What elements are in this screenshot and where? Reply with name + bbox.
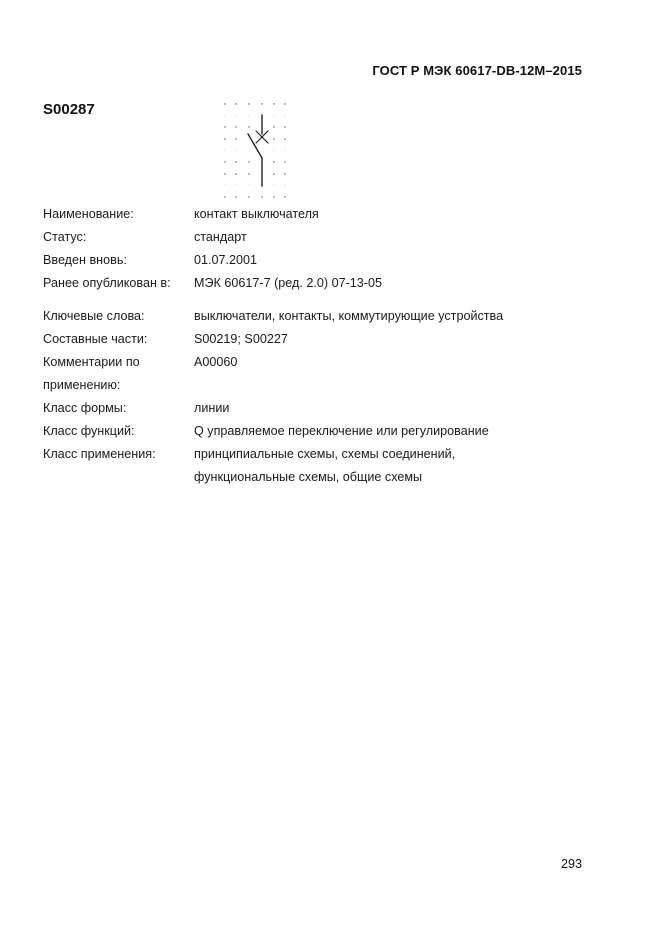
- property-row-application-class: [43, 443, 603, 466]
- property-row-status: [43, 226, 603, 249]
- section-spacer: [43, 295, 603, 305]
- property-row-form-class: [43, 397, 603, 420]
- property-value: выключатели, контакты, коммутирующие устройства: [194, 309, 504, 323]
- property-row-keywords: [43, 305, 603, 328]
- property-row-function-class: [43, 420, 603, 443]
- property-label: Наименование:: [43, 207, 134, 221]
- property-label: Класс формы:: [43, 401, 127, 415]
- property-value: 01.07.2001: [194, 253, 258, 267]
- property-label: Комментарии по: [43, 355, 140, 369]
- property-value: A00060: [194, 355, 238, 369]
- property-row-name: [43, 203, 603, 226]
- switch-contact-icon: [218, 98, 292, 204]
- property-row-introduced: [43, 249, 603, 272]
- switch-contact-symbol-figure: [218, 98, 292, 204]
- property-row-components: [43, 328, 603, 351]
- property-value: функциональные схемы, общие схемы: [194, 470, 423, 484]
- property-value: S00219; S00227: [194, 332, 288, 346]
- property-value: стандарт: [194, 230, 247, 244]
- property-label: Класс функций:: [43, 424, 135, 438]
- property-value: принципиальные схемы, схемы соединений,: [194, 447, 456, 461]
- property-label: Введен вновь:: [43, 253, 127, 267]
- property-value: контакт выключателя: [194, 207, 319, 221]
- property-label: Статус:: [43, 230, 87, 244]
- symbol-properties: [43, 203, 603, 489]
- property-label: Ранее опубликован в:: [43, 276, 171, 290]
- property-row-application-notes: [43, 351, 603, 374]
- property-value: МЭК 60617-7 (ред. 2.0) 07-13-05: [194, 276, 382, 290]
- standard-code-header: ГОСТ Р МЭК 60617-DB-12M–2015: [372, 63, 582, 78]
- property-row-application-notes-cont: [43, 374, 603, 397]
- property-label: Составные части:: [43, 332, 148, 346]
- property-value: линии: [194, 401, 230, 415]
- page-number: 293: [561, 857, 583, 871]
- symbol-id-title: S00287: [43, 101, 95, 118]
- property-label: Ключевые слова:: [43, 309, 145, 323]
- property-label: Класс применения:: [43, 447, 156, 461]
- property-row-application-class-cont: [43, 466, 603, 489]
- property-label: применению:: [43, 378, 121, 392]
- property-row-previously-published: [43, 272, 603, 295]
- property-value: Q управляемое переключение или регулирование: [194, 424, 489, 438]
- grid-dots: [224, 103, 285, 197]
- switch-lines: [248, 115, 268, 186]
